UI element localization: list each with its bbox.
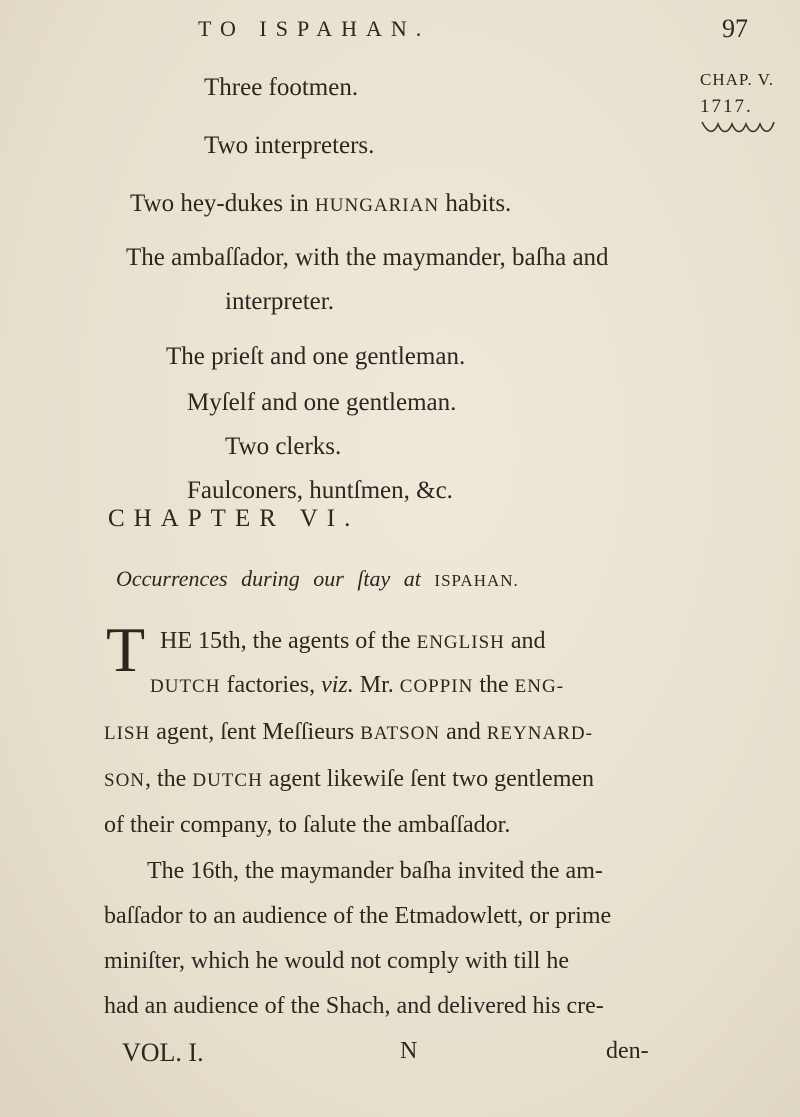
small-caps-word: REYNARD- bbox=[486, 723, 593, 744]
retinue-item: interpreter. bbox=[225, 288, 334, 315]
text-run: agent likewiſe ſent two gentlemen bbox=[262, 766, 595, 792]
text-run: and bbox=[440, 719, 487, 745]
body-line bbox=[150, 672, 564, 699]
retinue-item: Two hey-dukes in HUNGARIAN habits. bbox=[130, 190, 512, 217]
page-header bbox=[0, 14, 800, 48]
text-run: Mr. bbox=[353, 672, 400, 698]
text-run: the bbox=[473, 672, 515, 698]
body-line bbox=[160, 628, 546, 655]
small-caps-word: ENGLISH bbox=[416, 632, 505, 653]
flourish-ornament-icon bbox=[700, 116, 796, 141]
italic-word: viz. bbox=[321, 672, 354, 698]
retinue-item: The prieſt and one gentleman. bbox=[166, 343, 466, 370]
text-run: of their company, to ſalute the ambaſſador. bbox=[104, 812, 511, 838]
retinue-item: Two interpreters. bbox=[204, 132, 375, 159]
retinue-item: Faulconers, huntſmen, &c. bbox=[187, 477, 453, 504]
running-head: TO ISPAHAN. bbox=[198, 16, 431, 41]
chapter-heading: CHAPTER VI. bbox=[108, 505, 360, 532]
text-run: miniſter, which he would not comply with till he bbox=[104, 948, 569, 974]
chapter-subtitle: Occurrences during our ſtay at ISPAHAN. bbox=[116, 566, 519, 591]
margin-chapter: CHAP. V. bbox=[700, 70, 774, 89]
body-line bbox=[104, 993, 604, 1020]
retinue-item: The ambaſſador, with the maymander, baſha and bbox=[126, 244, 609, 271]
body-line bbox=[104, 719, 593, 746]
small-caps-word: DUTCH bbox=[192, 770, 263, 791]
drop-cap: T bbox=[106, 614, 146, 685]
retinue-item: Two clerks. bbox=[225, 433, 342, 460]
text-run: The 16th, the maymander baſha invited the am- bbox=[147, 858, 603, 884]
margin-year: 1717. bbox=[700, 96, 753, 117]
small-caps-word: DUTCH bbox=[150, 676, 221, 697]
page-number: 97 bbox=[722, 14, 748, 43]
text-run: , the bbox=[145, 766, 193, 792]
body-line bbox=[104, 903, 611, 930]
catchword: den- bbox=[606, 1038, 649, 1064]
body-line bbox=[104, 766, 594, 793]
retinue-item: Myſelf and one gentleman. bbox=[187, 389, 457, 416]
text-run: HE 15th, the agents of the bbox=[160, 628, 417, 654]
body-line bbox=[147, 858, 603, 885]
text-run: had an audience of the Shach, and delivered his cre- bbox=[104, 993, 604, 1019]
text-run: and bbox=[504, 628, 546, 654]
text-run: baſſador to an audience of the Etmadowlett, or prime bbox=[104, 903, 612, 929]
small-caps-word: LISH bbox=[104, 723, 151, 744]
small-caps-word: ENG- bbox=[514, 676, 565, 697]
small-caps-word: BATSON bbox=[360, 723, 441, 744]
text-run: factories, bbox=[220, 672, 322, 698]
text-run: agent, ſent Meſſieurs bbox=[150, 719, 361, 745]
body-line bbox=[104, 948, 569, 975]
body-line bbox=[104, 812, 510, 839]
page-footer bbox=[0, 1038, 800, 1078]
retinue-item: Three footmen. bbox=[204, 74, 359, 101]
small-caps-word: SON bbox=[104, 770, 146, 791]
small-caps-word: COPPIN bbox=[399, 676, 474, 697]
volume-label: VOL. I. bbox=[122, 1038, 204, 1067]
signature-mark: N bbox=[400, 1038, 418, 1064]
margin-note bbox=[700, 70, 796, 141]
